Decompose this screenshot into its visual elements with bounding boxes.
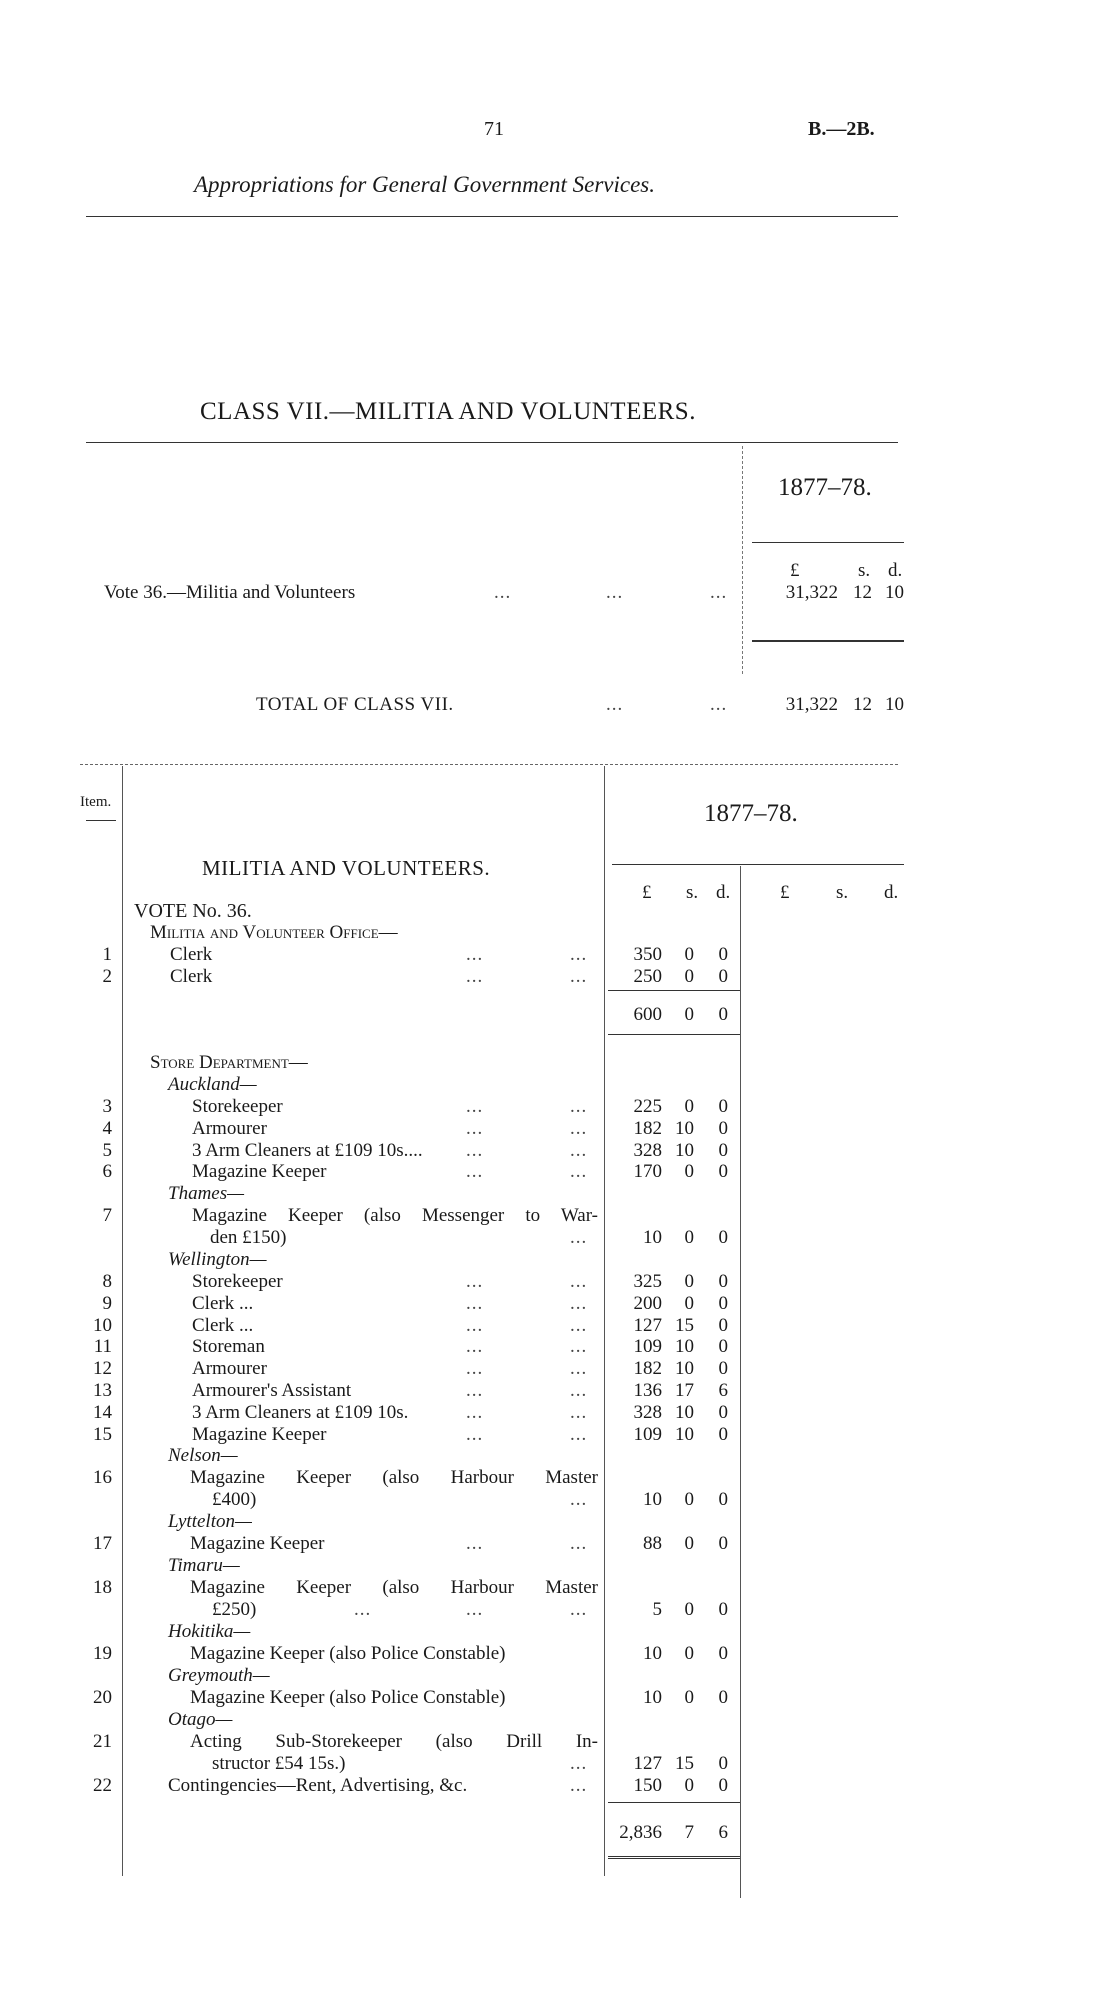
item-number: 13 <box>93 1380 112 1401</box>
total-pounds: 2,836 <box>619 1822 662 1843</box>
leader-dots: ... <box>570 1292 588 1314</box>
item-description: Magazine Keeper (also Messenger to War- <box>192 1205 598 1226</box>
item-description: Magazine Keeper (also Harbour Master <box>190 1467 598 1488</box>
item-description: Storekeeper <box>192 1271 283 1292</box>
total-amount-pounds: 31,322 <box>785 694 838 715</box>
amount-shillings: 0 <box>684 1599 694 1620</box>
amount-pence: 0 <box>718 1687 728 1708</box>
item-description: Storeman <box>192 1336 265 1358</box>
doc-reference: B.—2B. <box>808 118 875 140</box>
amount-pounds: 325 <box>633 1271 662 1292</box>
vote-amount-pence: 10 <box>885 582 904 603</box>
amount-pounds: 88 <box>643 1533 662 1554</box>
table-shillings-sign: s. <box>686 882 699 903</box>
table-year-rule <box>612 864 904 865</box>
amount-pence: 0 <box>718 1271 728 1292</box>
item-number: 2 <box>102 966 112 987</box>
total-label: TOTAL OF CLASS VII. <box>256 694 454 715</box>
leader-dots: ... <box>466 1139 484 1161</box>
amount-pounds: 328 <box>633 1401 662 1423</box>
amount-pounds: 10 <box>643 1687 662 1708</box>
amount-shillings: 17 <box>675 1380 694 1401</box>
amount-pence: 0 <box>718 1643 728 1664</box>
item-number: 18 <box>93 1577 112 1598</box>
item-number: 11 <box>93 1336 112 1358</box>
leader-dots: ... <box>466 944 484 965</box>
amount-shillings: 0 <box>684 1161 694 1183</box>
section-title: MILITIA AND VOLUNTEERS. <box>202 856 491 880</box>
amount-pounds: 182 <box>633 1358 662 1380</box>
leader-dots: ... <box>710 694 728 715</box>
leader-dots: ... <box>570 1227 588 1248</box>
district-hokitika: Hokitika— <box>168 1621 251 1642</box>
amount-pounds: 225 <box>633 1096 662 1117</box>
item-number: 15 <box>93 1423 112 1445</box>
item-number: 19 <box>93 1643 112 1664</box>
item-header-rule <box>86 820 116 821</box>
item-description: Acting Sub-Storekeeper (also Drill In- <box>190 1731 598 1752</box>
item-number: 4 <box>102 1117 112 1139</box>
leader-dots: ... <box>466 1423 484 1445</box>
summary-year: 1877–78. <box>778 474 872 501</box>
leader-dots: ... <box>570 1753 588 1774</box>
item-description-cont: structor £54 15s.) <box>212 1753 346 1774</box>
item-description: Clerk ... <box>192 1292 254 1314</box>
leader-dots: ... <box>466 1117 484 1139</box>
total-shillings: 7 <box>684 1822 694 1843</box>
item-description: Clerk ... <box>192 1314 254 1336</box>
subtotal-rule <box>608 990 740 991</box>
amount-pence: 0 <box>718 1489 728 1510</box>
leader-dots: ... <box>570 1117 588 1139</box>
table-pounds-sign-2: £ <box>780 882 790 903</box>
item-number: 16 <box>93 1467 112 1488</box>
vote-label: Vote 36.—Militia and Volunteers <box>104 582 356 603</box>
leader-dots: ... <box>606 694 624 715</box>
leader-dots: ... <box>570 1423 588 1445</box>
district-auckland: Auckland— <box>168 1074 257 1095</box>
amount-pence: 0 <box>718 944 728 965</box>
amount-pounds: 10 <box>643 1643 662 1664</box>
summary-pence-sign: d. <box>888 560 903 581</box>
leader-dots: ... <box>570 1336 588 1358</box>
amount-pounds: 170 <box>633 1161 662 1183</box>
item-description: Clerk <box>170 944 213 965</box>
leader-dots: ... <box>494 582 512 603</box>
table-pence-sign: d. <box>716 882 731 903</box>
amount-pounds: 600 <box>633 1004 662 1025</box>
item-description: 3 Arm Cleaners at £109 10s. <box>192 1401 409 1423</box>
item-description-cont: £400) <box>212 1489 257 1510</box>
office-heading: Militia and Volunteer Office— <box>150 922 398 943</box>
total-amount-pence: 10 <box>885 694 904 715</box>
district-thames: Thames— <box>168 1183 245 1204</box>
item-description: Storekeeper <box>192 1096 283 1117</box>
amount-shillings: 0 <box>684 1533 694 1554</box>
item-description: Armourer <box>192 1358 267 1380</box>
district-lyttelton: Lyttelton— <box>168 1511 252 1532</box>
amount-pence: 0 <box>718 966 728 987</box>
vote-amount-shillings: 12 <box>853 582 872 603</box>
item-header: Item. <box>80 794 112 810</box>
item-number: 3 <box>102 1096 112 1117</box>
amount-pounds: 109 <box>633 1423 662 1445</box>
amount-shillings: 10 <box>675 1117 694 1139</box>
leader-dots: ... <box>570 1775 588 1796</box>
district-nelson: Nelson— <box>168 1445 238 1466</box>
district-greymouth: Greymouth— <box>168 1665 270 1686</box>
item-description: Armourer's Assistant <box>192 1380 352 1401</box>
district-wellington: Wellington— <box>168 1249 267 1270</box>
leader-dots: ... <box>570 1489 588 1510</box>
item-description: Contingencies—Rent, Advertising, &c. <box>168 1775 468 1796</box>
summary-divider <box>742 446 743 674</box>
leader-dots: ... <box>710 582 728 603</box>
item-description: Magazine Keeper (also Police Constable) <box>190 1687 506 1708</box>
amount-pounds: 250 <box>633 966 662 987</box>
leader-dots: ... <box>570 1599 588 1620</box>
vote-amount-pounds: 31,322 <box>785 582 838 603</box>
amount-shillings: 0 <box>684 1687 694 1708</box>
amount-shillings: 0 <box>684 944 694 965</box>
item-description: Magazine Keeper (also Police Constable) <box>190 1643 506 1664</box>
leader-dots: ... <box>466 1533 484 1554</box>
amount-shillings: 0 <box>684 1004 694 1025</box>
amount-pence: 6 <box>718 1380 728 1401</box>
item-description: Magazine Keeper <box>192 1423 327 1445</box>
class-title-rule <box>86 442 898 443</box>
amount-pounds: 109 <box>633 1336 662 1358</box>
amount-pence: 0 <box>718 1139 728 1161</box>
leader-dots: ... <box>466 1401 484 1423</box>
table-pounds-sign: £ <box>642 882 652 903</box>
amount-shillings: 0 <box>684 1775 694 1796</box>
amount-pence: 0 <box>718 1096 728 1117</box>
amount-shillings: 10 <box>675 1401 694 1423</box>
total-amount-shillings: 12 <box>853 694 872 715</box>
subtotal-rule <box>608 1034 740 1035</box>
vote-total-rule <box>752 640 904 642</box>
amount-pence: 0 <box>718 1117 728 1139</box>
header-rule <box>86 216 898 217</box>
leader-dots: ... <box>570 966 588 987</box>
leader-dots: ... <box>570 1161 588 1183</box>
amount-pounds: 200 <box>633 1292 662 1314</box>
amount-shillings: 0 <box>684 1096 694 1117</box>
total-double-rule <box>608 1856 740 1859</box>
amount-pence: 0 <box>718 1292 728 1314</box>
item-description: Magazine Keeper <box>190 1533 325 1554</box>
leader-dots: ... <box>466 1380 484 1401</box>
amount-pence: 0 <box>718 1336 728 1358</box>
amount-shillings: 10 <box>675 1423 694 1445</box>
leader-dots: ... <box>466 1358 484 1380</box>
amount-shillings: 10 <box>675 1358 694 1380</box>
item-number: 1 <box>102 944 112 965</box>
item-column-divider <box>122 766 123 1876</box>
item-number: 12 <box>93 1358 112 1380</box>
amount-pence: 0 <box>718 1423 728 1445</box>
class-title: CLASS VII.—MILITIA AND VOLUNTEERS. <box>200 398 696 425</box>
leader-dots: ... <box>466 1096 484 1117</box>
amount-pence: 0 <box>718 1227 728 1248</box>
table-top-rule <box>80 764 898 765</box>
amount-shillings: 0 <box>684 1643 694 1664</box>
amount-pence: 0 <box>718 1314 728 1336</box>
amount-pounds: 182 <box>633 1117 662 1139</box>
amount-pence: 0 <box>718 1775 728 1796</box>
amount-column-divider <box>604 766 605 1876</box>
table-shillings-sign-2: s. <box>836 882 849 903</box>
amount-pence: 0 <box>718 1533 728 1554</box>
page-number: 71 <box>484 118 504 140</box>
amount-pence: 0 <box>718 1401 728 1423</box>
summary-shillings-sign: s. <box>858 560 871 581</box>
item-number: 9 <box>102 1292 112 1314</box>
leader-dots: ... <box>570 944 588 965</box>
leader-dots: ... <box>606 582 624 603</box>
amount-pounds: 328 <box>633 1139 662 1161</box>
leader-dots: ... <box>466 1336 484 1358</box>
amount-shillings: 0 <box>684 1489 694 1510</box>
leader-dots: ... <box>466 1292 484 1314</box>
leader-dots: ... <box>570 1314 588 1336</box>
leader-dots: ... <box>354 1599 372 1620</box>
item-description: Magazine Keeper <box>192 1161 327 1183</box>
amount-pence: 0 <box>718 1599 728 1620</box>
amount-pence: 0 <box>718 1753 728 1774</box>
amount-pounds: 150 <box>633 1775 662 1796</box>
item-description-cont: £250) <box>212 1599 257 1620</box>
item-number: 7 <box>102 1205 112 1226</box>
amount-pounds: 127 <box>633 1753 662 1774</box>
amount-shillings: 10 <box>675 1336 694 1358</box>
amount-shillings: 0 <box>684 1292 694 1314</box>
vote-title: VOTE No. 36. <box>134 900 252 922</box>
leader-dots: ... <box>466 1599 484 1620</box>
summary-year-rule <box>752 542 904 543</box>
table-pence-sign-2: d. <box>884 882 899 903</box>
summary-pounds-sign: £ <box>790 560 800 581</box>
leader-dots: ... <box>570 1533 588 1554</box>
item-description: Clerk <box>170 966 213 987</box>
subtotal-column-divider <box>740 866 741 1898</box>
amount-pounds: 127 <box>633 1314 662 1336</box>
total-pence: 6 <box>718 1822 728 1843</box>
leader-dots: ... <box>570 1380 588 1401</box>
amount-pence: 0 <box>718 1161 728 1183</box>
item-number: 20 <box>93 1687 112 1708</box>
item-number: 10 <box>93 1314 112 1336</box>
amount-shillings: 0 <box>684 966 694 987</box>
store-heading: Store Department— <box>150 1052 308 1073</box>
amount-pounds: 10 <box>643 1227 662 1248</box>
district-otago: Otago— <box>168 1709 233 1730</box>
item-number: 14 <box>93 1401 112 1423</box>
leader-dots: ... <box>570 1358 588 1380</box>
amount-shillings: 10 <box>675 1139 694 1161</box>
amount-shillings: 0 <box>684 1271 694 1292</box>
amount-pounds: 136 <box>633 1380 662 1401</box>
leader-dots: ... <box>570 1139 588 1161</box>
amount-pence: 0 <box>718 1004 728 1025</box>
item-number: 21 <box>93 1731 112 1752</box>
amount-pence: 0 <box>718 1358 728 1380</box>
item-description: Armourer <box>192 1117 267 1139</box>
table-year: 1877–78. <box>704 800 798 827</box>
amount-pounds: 5 <box>652 1599 662 1620</box>
item-number: 8 <box>102 1271 112 1292</box>
item-number: 17 <box>93 1533 112 1554</box>
leader-dots: ... <box>466 966 484 987</box>
page-subtitle: Appropriations for General Government Services. <box>194 172 655 197</box>
leader-dots: ... <box>466 1271 484 1292</box>
item-description: Magazine Keeper (also Harbour Master <box>190 1577 598 1598</box>
amount-shillings: 0 <box>684 1227 694 1248</box>
item-description: 3 Arm Cleaners at £109 10s.... <box>192 1139 423 1161</box>
amount-shillings: 15 <box>675 1314 694 1336</box>
amount-shillings: 15 <box>675 1753 694 1774</box>
leader-dots: ... <box>570 1271 588 1292</box>
item-number: 5 <box>102 1139 112 1161</box>
leader-dots: ... <box>466 1161 484 1183</box>
leader-dots: ... <box>466 1314 484 1336</box>
item-number: 22 <box>93 1775 112 1796</box>
amount-pounds: 350 <box>633 944 662 965</box>
district-timaru: Timaru— <box>168 1555 240 1576</box>
item-number: 6 <box>102 1161 112 1183</box>
leader-dots: ... <box>570 1096 588 1117</box>
item-description-cont: den £150) <box>210 1227 287 1248</box>
amount-pounds: 10 <box>643 1489 662 1510</box>
leader-dots: ... <box>570 1401 588 1423</box>
total-rule <box>608 1802 740 1803</box>
